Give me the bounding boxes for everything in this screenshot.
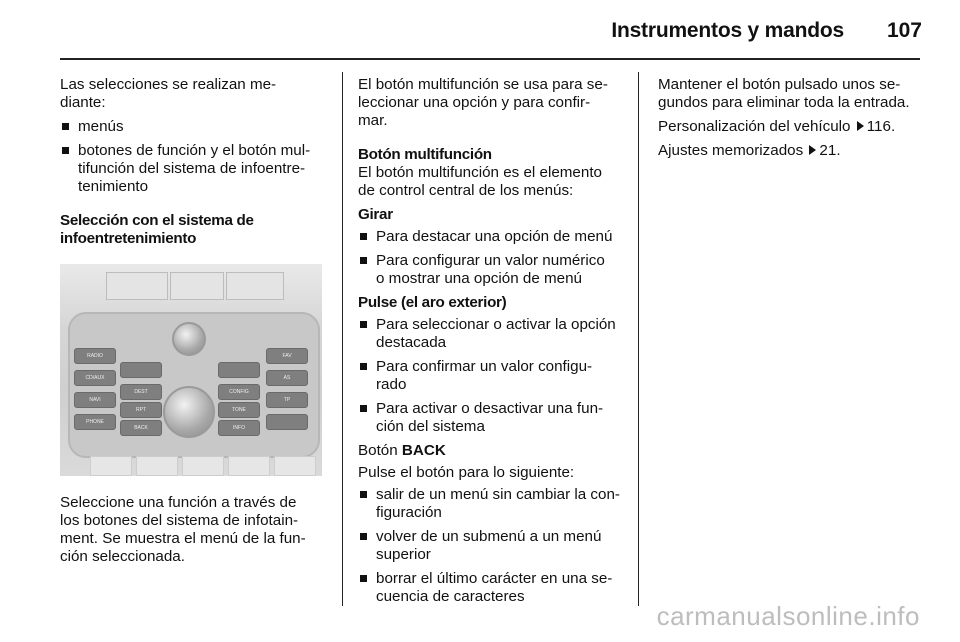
photo-button-label: RPT bbox=[120, 402, 162, 418]
cross-reference bbox=[658, 142, 928, 160]
selection-list bbox=[60, 118, 328, 196]
ref-text: Personalización del vehículo bbox=[658, 118, 851, 135]
photo-button-label: INFO bbox=[218, 420, 260, 436]
list-item: Para configurar un valor numérico o mostrar una opción de menú bbox=[358, 252, 628, 288]
ref-text: Ajustes memorizados bbox=[658, 142, 804, 159]
page-reference-arrow-icon bbox=[857, 121, 864, 131]
list-item: Para confirmar un valor configu- rado bbox=[358, 358, 628, 394]
list-item: Para destacar una opción de menú bbox=[358, 228, 628, 246]
description-text: Seleccione una función a través de los botones del sistema de infotain- ment. Se muestra el menú de la fun- ción seleccionada. bbox=[60, 494, 306, 565]
page-reference-arrow-icon bbox=[809, 145, 816, 155]
subheading-pulse: Pulse (el aro exterior) bbox=[358, 294, 507, 311]
multifunction-knob bbox=[163, 386, 215, 438]
column-divider-2 bbox=[638, 72, 639, 606]
intro-text: Las selecciones se realizan me- diante: bbox=[60, 76, 277, 111]
photo-button-label: CD/AUX bbox=[74, 370, 116, 386]
page-number: 107 bbox=[886, 19, 922, 42]
column-2 bbox=[358, 76, 628, 612]
pulse-list bbox=[358, 316, 628, 436]
ref-page: 21. bbox=[819, 142, 841, 159]
header-rule bbox=[60, 58, 920, 60]
column-divider-1 bbox=[342, 72, 343, 606]
ref-page: 116. bbox=[866, 118, 896, 135]
page-header-title: Instrumentos y mandos bbox=[611, 19, 844, 42]
back-label: BACK bbox=[401, 442, 446, 459]
back-heading bbox=[358, 442, 628, 460]
list-item: salir de un menú sin cambiar la con- figuración bbox=[358, 486, 628, 522]
intro-text: El botón multifunción se usa para se- leccionar una opción y para confir- mar. bbox=[358, 76, 608, 129]
section-heading: Selección con el sistema de infoentretenimiento bbox=[60, 212, 254, 247]
list-item: Para activar o desactivar una fun- ción del sistema bbox=[358, 400, 628, 436]
paragraph: Mantener el botón pulsado unos se- gundos para eliminar toda la entrada. bbox=[658, 76, 910, 111]
back-text: Pulse el botón para lo siguiente: bbox=[358, 464, 575, 481]
back-prefix: Botón bbox=[358, 442, 402, 459]
photo-button-label: CONFIG bbox=[218, 384, 260, 400]
cross-reference bbox=[658, 118, 928, 136]
list-item: menús bbox=[60, 118, 328, 136]
list-item: Para seleccionar o activar la opción destacada bbox=[358, 316, 628, 352]
column-3 bbox=[658, 76, 928, 166]
photo-button-label: BACK bbox=[120, 420, 162, 436]
list-item: volver de un submenú a un menú superior bbox=[358, 528, 628, 564]
infotainment-panel-photo bbox=[60, 264, 322, 476]
photo-button-label: NAVI bbox=[74, 392, 116, 408]
volume-knob bbox=[172, 322, 206, 356]
photo-button-label: RADIO bbox=[74, 348, 116, 364]
girar-list bbox=[358, 228, 628, 288]
list-item: borrar el último carácter en una se- cuencia de caracteres bbox=[358, 570, 628, 606]
photo-button-label: PHONE bbox=[74, 414, 116, 430]
photo-button-label: TONE bbox=[218, 402, 260, 418]
photo-button-label: FAV bbox=[266, 348, 308, 364]
subheading-girar: Girar bbox=[358, 206, 393, 223]
back-list bbox=[358, 486, 628, 606]
watermark: carmanualsonline.info bbox=[656, 601, 920, 631]
list-item: botones de función y el botón mul- tifunción del sistema de infoentre- tenimiento bbox=[60, 142, 328, 196]
photo-button-label: AS bbox=[266, 370, 308, 386]
section-text: El botón multifunción es el elemento de control central de los menús: bbox=[358, 164, 602, 199]
photo-button-label: DEST bbox=[120, 384, 162, 400]
photo-button-label: TP bbox=[266, 392, 308, 408]
section-heading: Botón multifunción bbox=[358, 146, 492, 163]
column-1 bbox=[60, 76, 328, 572]
